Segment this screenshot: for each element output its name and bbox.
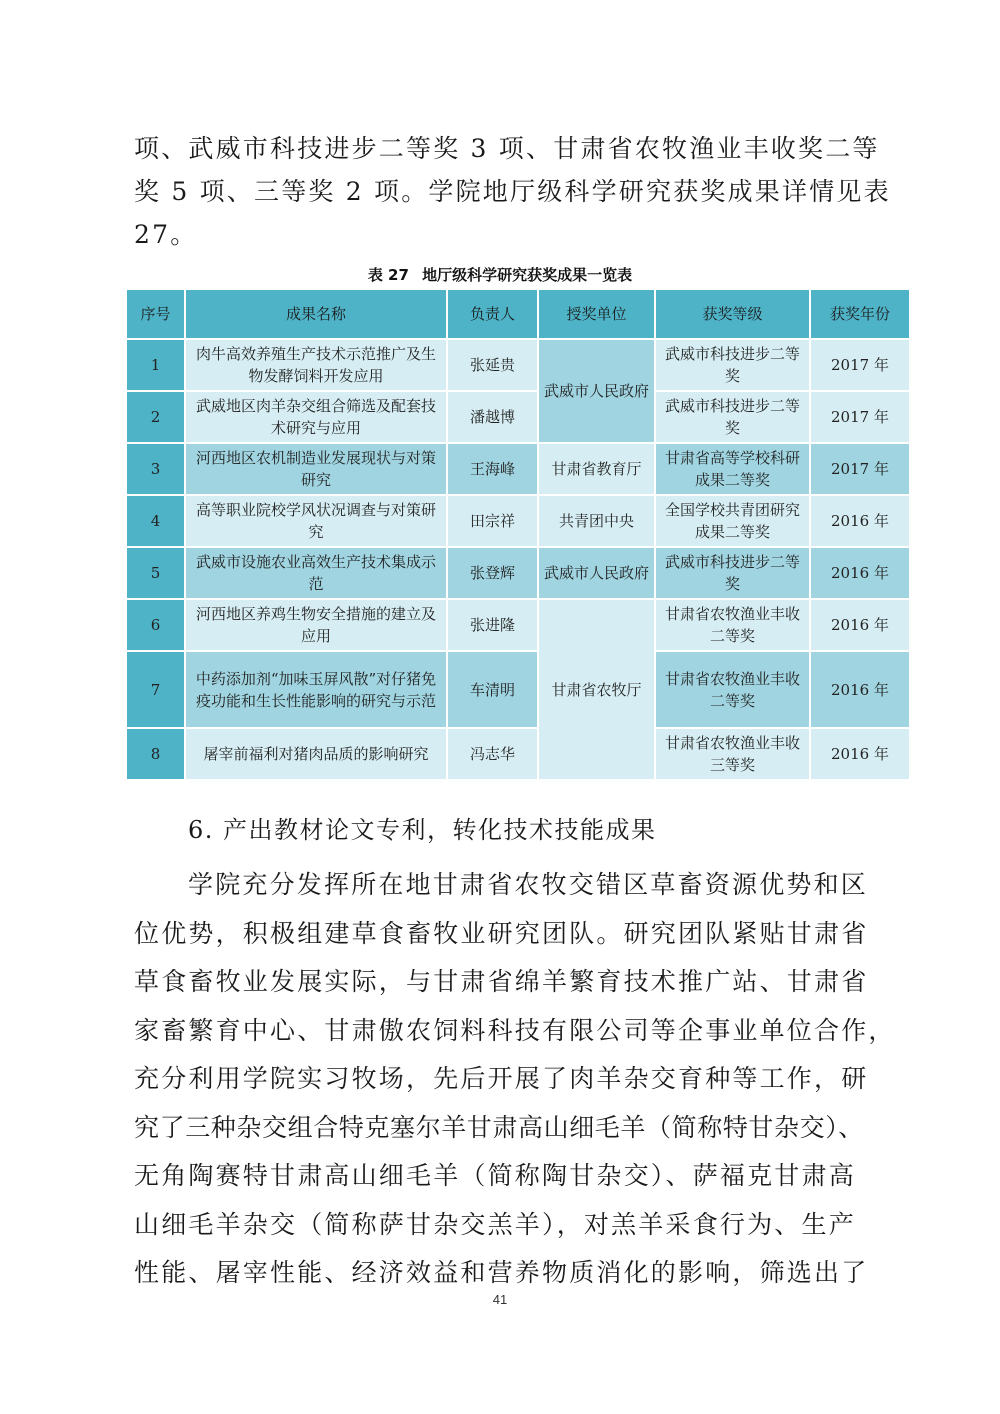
row-number: 3	[126, 443, 185, 495]
intro-paragraph	[134, 127, 891, 256]
award-name: 高等职业院校学风状况调查与对策研究	[185, 495, 447, 547]
text-line: 山细毛羊杂交（简称萨甘杂交羔羊），对羔羊采食行为、生产	[134, 1209, 856, 1239]
award-leader: 张进隆	[447, 599, 538, 651]
award-unit: 武威市人民政府	[538, 547, 655, 599]
text-line: 性能、屠宰性能、经济效益和营养物质消化的影响，筛选出了	[134, 1258, 869, 1287]
award-name: 中药添加剂“加味玉屏风散”对仔猪免疫功能和生长性能影响的研究与示范	[185, 651, 447, 728]
table-caption-label: 表 27	[367, 266, 409, 284]
award-year: 2017 年	[810, 391, 910, 443]
award-year: 2016 年	[810, 599, 910, 651]
award-name: 河西地区养鸡生物安全措施的建立及应用	[185, 599, 447, 651]
award-leader: 田宗祥	[447, 495, 538, 547]
award-unit: 共青团中央	[538, 495, 655, 547]
text-line: 项、武威市科技进步二等奖 3 项、甘肃省农牧渔业丰收奖二等	[134, 134, 880, 163]
row-number: 7	[126, 651, 185, 728]
header-unit: 授奖单位	[538, 289, 655, 339]
award-name: 河西地区农机制造业发展现状与对策研究	[185, 443, 447, 495]
row-number: 1	[126, 339, 185, 391]
table-row	[126, 599, 910, 651]
row-number: 6	[126, 599, 185, 651]
awards-table	[125, 288, 911, 781]
text-line: 充分利用学院实习牧场，先后开展了肉羊杂交育种等工作，研	[134, 1064, 869, 1093]
text-line: 奖 5 项、三等奖 2 项。学院地厅级科学研究获奖成果详情见表	[134, 177, 891, 206]
header-no: 序号	[126, 289, 185, 339]
award-year: 2016 年	[810, 495, 910, 547]
table-row	[126, 728, 910, 780]
body-paragraph	[134, 861, 896, 1298]
award-name: 肉牛高效养殖生产技术示范推广及生物发酵饲料开发应用	[185, 339, 447, 391]
text-line: 无角陶赛特甘肃高山细毛羊（简称陶甘杂交）、萨福克甘肃高	[134, 1161, 856, 1190]
text-line: 家畜繁育中心、甘肃傲农饲料科技有限公司等企事业单位合作，	[134, 1015, 896, 1045]
award-year: 2016 年	[810, 728, 910, 780]
award-name: 武威市设施农业高效生产技术集成示范	[185, 547, 447, 599]
award-year: 2017 年	[810, 339, 910, 391]
award-leader: 张登辉	[447, 547, 538, 599]
text-line: 究了三种杂交组合特克塞尔羊甘肃高山细毛羊（简称特甘杂交）、	[134, 1112, 864, 1142]
award-year: 2016 年	[810, 547, 910, 599]
text-line: 学院充分发挥所在地甘肃省农牧交错区草畜资源优势和区	[188, 870, 869, 899]
table-row	[126, 391, 910, 443]
award-level: 甘肃省农牧渔业丰收三等奖	[655, 728, 810, 780]
award-year: 2017 年	[810, 443, 910, 495]
header-level: 获奖等级	[655, 289, 810, 339]
table-row	[126, 339, 910, 391]
award-unit: 甘肃省农牧厅	[538, 599, 655, 780]
row-number: 5	[126, 547, 185, 599]
table-row	[126, 651, 910, 728]
award-level: 武威市科技进步二等奖	[655, 339, 810, 391]
award-level: 甘肃省农牧渔业丰收二等奖	[655, 599, 810, 651]
header-name: 成果名称	[185, 289, 447, 339]
table-caption-title: 地厅级科学研究获奖成果一览表	[422, 266, 633, 284]
award-name: 屠宰前福利对猪肉品质的影响研究	[185, 728, 447, 780]
award-year: 2016 年	[810, 651, 910, 728]
table-caption	[0, 264, 1000, 285]
row-number: 2	[126, 391, 185, 443]
header-leader: 负责人	[447, 289, 538, 339]
text-line: 27。	[134, 220, 198, 249]
page-number: 41	[492, 1292, 508, 1307]
table-row	[126, 495, 910, 547]
award-level: 全国学校共青团研究成果二等奖	[655, 495, 810, 547]
section-heading: 6. 产出教材论文专利，转化技术技能成果	[188, 816, 657, 844]
award-unit: 甘肃省教育厅	[538, 443, 655, 495]
table-row	[126, 443, 910, 495]
award-name: 武威地区肉羊杂交组合筛选及配套技术研究与应用	[185, 391, 447, 443]
award-level: 武威市科技进步二等奖	[655, 391, 810, 443]
award-leader: 冯志华	[447, 728, 538, 780]
text-line: 位优势，积极组建草食畜牧业研究团队。研究团队紧贴甘肃省	[134, 918, 869, 948]
award-level: 武威市科技进步二等奖	[655, 547, 810, 599]
award-leader: 车清明	[447, 651, 538, 728]
award-leader: 王海峰	[447, 443, 538, 495]
award-leader: 张延贵	[447, 339, 538, 391]
award-level: 甘肃省农牧渔业丰收二等奖	[655, 651, 810, 728]
row-number: 4	[126, 495, 185, 547]
award-leader: 潘越博	[447, 391, 538, 443]
table-row	[126, 547, 910, 599]
award-unit: 武威市人民政府	[538, 339, 655, 443]
header-year: 获奖年份	[810, 289, 910, 339]
award-level: 甘肃省高等学校科研成果二等奖	[655, 443, 810, 495]
text-line: 草食畜牧业发展实际，与甘肃省绵羊繁育技术推广站、甘肃省	[134, 967, 869, 996]
table-header-row	[126, 289, 910, 339]
row-number: 8	[126, 728, 185, 780]
